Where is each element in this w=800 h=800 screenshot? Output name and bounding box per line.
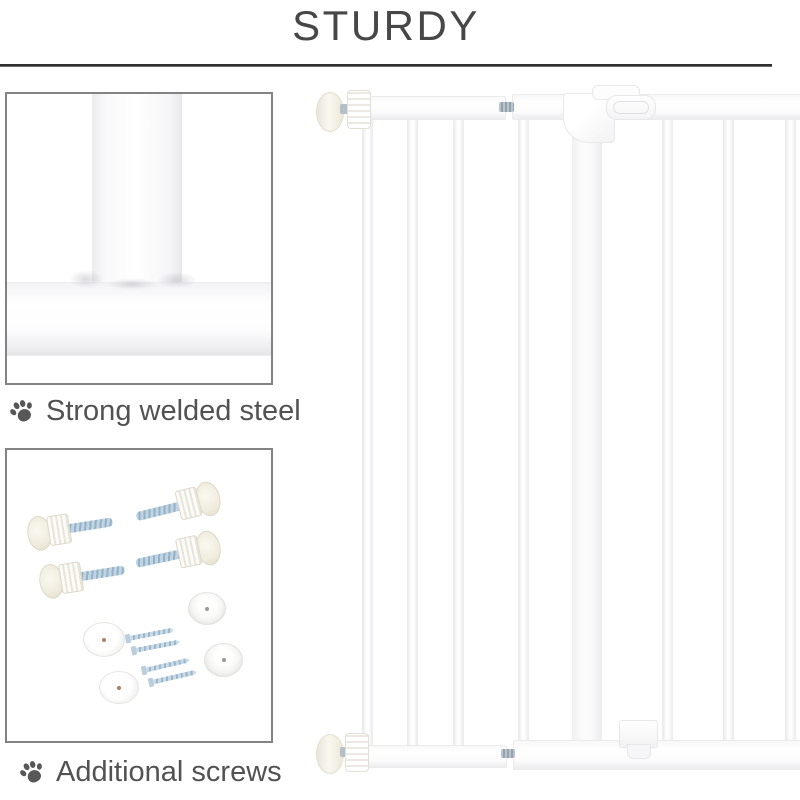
threaded-connector-top [499, 102, 514, 112]
top-rail-main [512, 94, 800, 120]
latch-catch-tab [627, 744, 651, 759]
gate-bar [453, 119, 464, 747]
latch-handle [606, 95, 656, 120]
threaded-connector-bottom [501, 749, 515, 758]
knob-nut [345, 733, 369, 772]
gate-bar [518, 118, 529, 743]
gate-bar [407, 119, 418, 747]
gate-latch-post [572, 110, 602, 755]
gate-bar [723, 117, 734, 743]
gate-bar [362, 119, 373, 747]
latch-handle-groove [613, 101, 649, 114]
gate-bar [785, 117, 796, 743]
feature-label: Strong welded steel [46, 395, 301, 427]
page-title: STURDY [292, 2, 480, 49]
bottom-rail-extension [364, 745, 507, 768]
top-rail-extension [366, 96, 506, 120]
knob-nut [347, 90, 371, 129]
feature-label: Additional screws [56, 756, 282, 788]
gate-bar [662, 117, 673, 743]
